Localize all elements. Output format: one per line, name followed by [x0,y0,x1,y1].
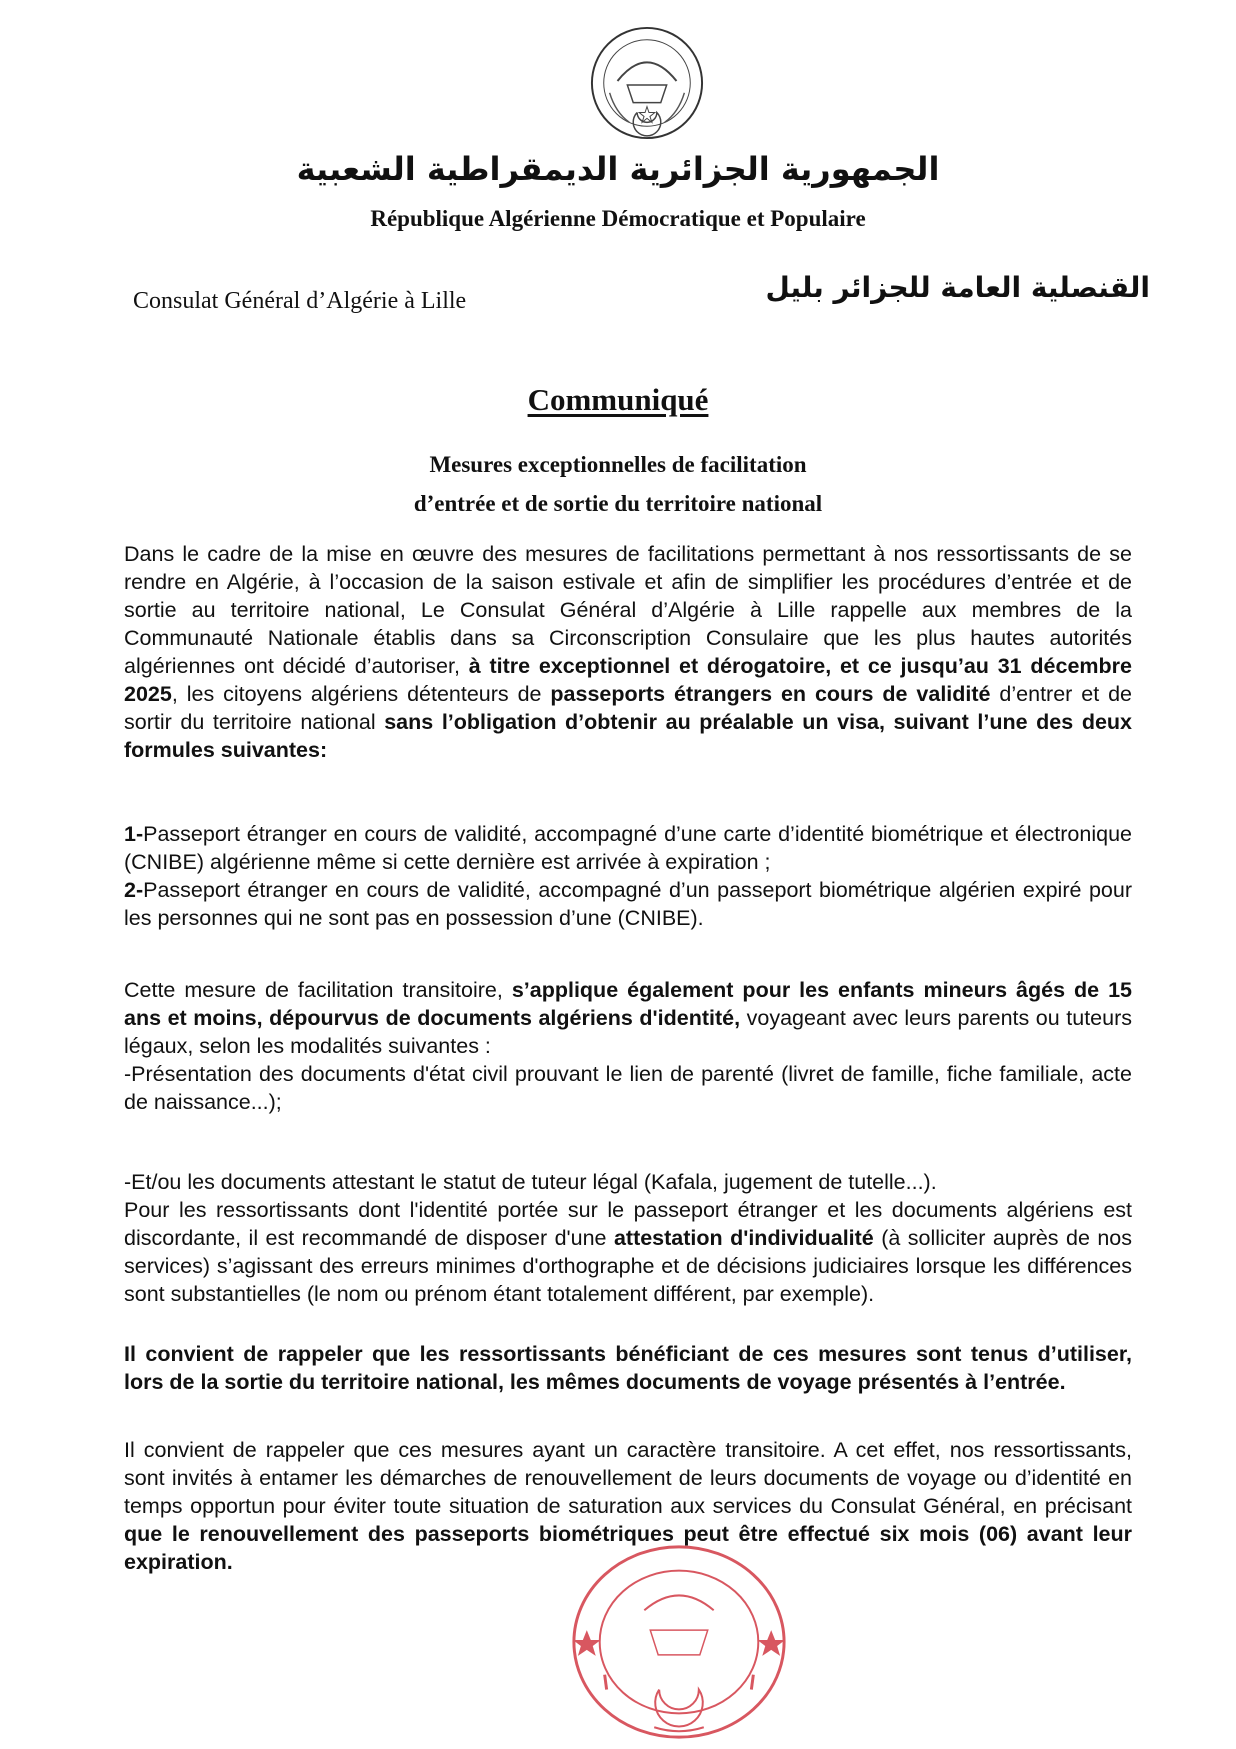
paragraph-intro [124,540,1132,764]
p6-bold-renewal: que le renouvellement des passeports biométriques peut être effectué six mois (06) avant leur expiration. [124,1522,1132,1574]
consulate-name-french: Consulat Général d’Algérie à Lille [133,288,467,314]
page-title [0,382,1236,418]
p3-civil-status: -Présentation des documents d'état civil prouvant le lien de parenté (livret de famille, fiche familiale, acte de naissance...); [124,1062,1132,1114]
p1-text-e: d’entrer et de sortir du territoire national [124,682,1132,734]
paragraph-guardianship [124,1168,1132,1308]
consulate-stamp-icon [565,1540,793,1745]
p1-bold-passports: passeports étrangers en cours de validité [550,682,991,706]
list-item [124,876,1132,932]
subtitle-line-1: Mesures exceptionnelles de facilitation [429,452,807,477]
formula-1-text: Passeport étranger en cours de validité, accompagné d’une carte d’identité biométrique et électronique (CNIBE) algérienne même si cette dernière est arrivée à expiration ; [124,822,1132,874]
p1-text-c: , les citoyens algériens détenteurs de [171,682,551,706]
subtitle-line-2: d’entrée et de sortie du territoire national [413,491,823,516]
p4-text-d: (à solliciter auprès de nos services) s’agissant des erreurs minimes d'orthographe et de décisions judiciaires lorsque les différences sont substantielles (le nom ou prénom étant totalement différent, par exemple). [124,1226,1132,1306]
list-item [124,820,1132,876]
p4-text-b: Pour les ressortissants dont l'identité portée sur le passeport étranger et les documents algériens est discordante, il est recommandé de disposer d'une [124,1198,1132,1250]
formula-1-number: 1- [124,822,144,846]
p4-guardian-docs: -Et/ou les documents attestant le statut de tuteur légal (Kafala, jugement de tutelle...). [124,1170,937,1194]
paragraph-minors [124,976,1132,1116]
formula-2-text: Passeport étranger en cours de validité, accompagné d’un passeport biométrique algérien expiré pour les personnes qui ne sont pas en possession d’une (CNIBE). [124,878,1132,930]
page-title-text: Communiqué [527,382,709,417]
p6-text-a: Il convient de rappeler que ces mesures ayant un caractère transitoire. A cet effet, nos ressortissants, sont invités à entamer les démarches de renouvellement de leurs documents de voyage ou d’identité en temps opportun pour éviter toute situation de saturation aux services du Consulat Général, en précisant [124,1438,1132,1518]
p1-bold-no-visa: sans l’obligation d’obtenir au préalable un visa, suivant l’une des deux formules suivantes: [124,710,1132,762]
french-republic-name: République Algérienne Démocratique et Populaire [370,206,866,231]
p3-bold-minors: s’applique également pour les enfants mineurs âgés de 15 ans et moins, dépourvus de documents algériens d'identité, [124,978,1133,1030]
p1-bold-deadline: à titre exceptionnel et dérogatoire, et ce jusqu’au 31 décembre 2025 [124,654,1132,706]
p1-text-a: Dans le cadre de la mise en œuvre des mesures de facilitations permettant à nos ressortissants de se rendre en Algérie, à l’occasion de la saison estivale et afin de simplifier les procédures d’entrée et de sortie au territoire national, Le Consulat Général d’Algérie à Lille rappelle aux membres de la Communauté Nationale établis dans sa Circonscription Consulaire que les plus hautes autorités algériennes ont décidé d’autoriser, [124,542,1132,678]
consulate-name-arabic: القنصلية العامة للجزائر بليل [765,271,1150,304]
paragraph-exit-documents: Il convient de rappeler que les ressortissants bénéficiant de ces mesures sont tenus d’utiliser, lors de la sortie du territoire national, les mêmes documents de voyage présentés à l’entrée. [124,1342,1132,1394]
formula-2-number: 2- [124,878,144,902]
arabic-republic-name: الجمهورية الجزائرية الديمقراطية الشعبية [296,150,940,188]
p3-text-c: voyageant avec leurs parents ou tuteurs légaux, selon les modalités suivantes : [124,1006,1133,1058]
paragraph-formulas [124,820,1132,932]
p4-bold-attestation: attestation d'individualité [613,1226,874,1250]
p3-text-a: Cette mesure de facilitation transitoire, [124,978,512,1002]
state-emblem-icon [588,24,706,142]
